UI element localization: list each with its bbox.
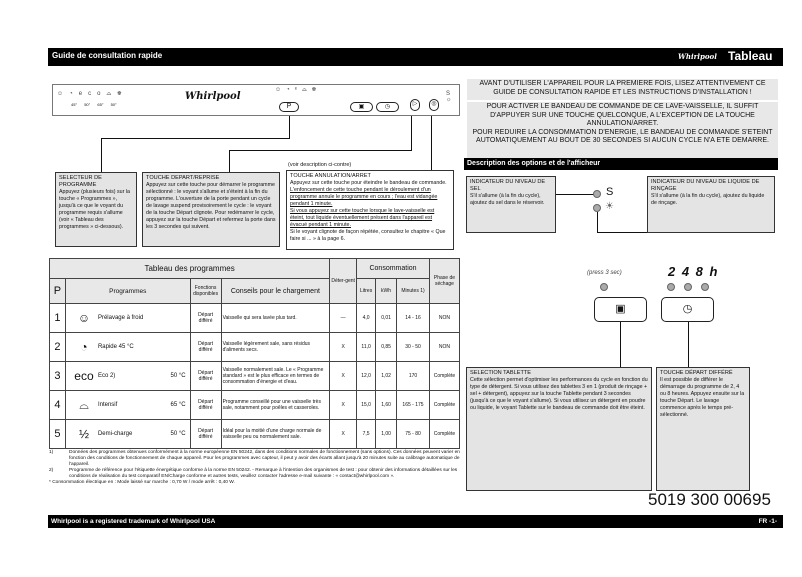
program-icon: ◔ <box>80 340 88 354</box>
page-title: Guide de consultation rapide <box>52 51 163 60</box>
control-panel-diagram <box>52 84 460 116</box>
program-icon: ☺ <box>77 311 91 325</box>
options-title-bar: Description des options et de l'afficheur <box>464 158 778 170</box>
header-litres: Litres <box>357 279 376 304</box>
header-consumption: Consommation <box>357 259 430 279</box>
footnotes <box>49 450 461 486</box>
start-box <box>142 172 280 247</box>
program-name: Prélavage à froid <box>97 315 144 321</box>
box-title: SELECTEUR DE PROGRAMME <box>59 175 102 188</box>
header-programmes: Programmes <box>65 279 190 304</box>
header-drying: Phase de séchage <box>429 259 459 304</box>
box-title: SELECTION TABLETTE <box>470 370 532 376</box>
program-number: 4 <box>50 391 66 420</box>
available-functions: Départ différé <box>190 391 221 420</box>
press-3-sec-label: (press 3 sec) <box>587 270 622 276</box>
box-text: Appuyez (plusieurs fois) sur la touche « Programmes », jusqu'à ce que le voyant du programme requis s'allume (voir « Tableau des programmes » ci-dessous). <box>59 189 130 230</box>
cancel-button[interactable]: ◎ <box>429 99 439 111</box>
program-number: 1 <box>50 304 66 333</box>
temp-label: 65° <box>97 102 104 107</box>
trademark-text: Whirlpool is a registered trademark of Whirlpool USA <box>51 518 216 525</box>
footer-bar <box>48 515 783 528</box>
available-functions: Départ différé <box>190 420 221 449</box>
loading-advice: Idéal pour la moitié d'une charge normale de vaisselle peu ou normalement sale. <box>221 420 330 449</box>
salt-indicator-box <box>466 176 556 233</box>
page-number: FR -1- <box>758 518 777 525</box>
box-title: TOUCHE DÉPART DIFFÉRÉ <box>660 370 733 376</box>
litres: 4,0 <box>357 304 376 333</box>
eco-icon: eco <box>78 91 107 97</box>
loading-advice: Programme conseillé pour une vaisselle très sale, notamment pour poêles et casseroles. <box>221 391 330 420</box>
table-row <box>50 391 460 420</box>
program-icon: eco <box>74 369 94 383</box>
minutes: 75 - 80 <box>397 420 430 449</box>
delay-hours-label: 2 4 8 h <box>668 264 718 279</box>
tablet-led <box>600 283 608 291</box>
detergent: X <box>330 362 357 391</box>
rinse-led <box>593 204 601 212</box>
litres: 12,0 <box>357 362 376 391</box>
minutes: 170 <box>397 362 430 391</box>
minutes: 165 - 175 <box>397 391 430 420</box>
box-text: S'il s'allume (à la fin du cycle), ajoutez du sel dans le réservoir. <box>470 193 545 206</box>
program-icon: ⌓ <box>79 397 89 412</box>
delay-4h-led <box>684 283 692 291</box>
header-minutes: Minutes 1) <box>397 279 430 304</box>
whirlpool-logo: Whirlpool <box>185 91 241 102</box>
minutes: 30 - 50 <box>397 333 430 362</box>
available-functions: Départ différé <box>190 304 221 333</box>
program-temp: 50 °C <box>170 431 186 437</box>
kwh: 1,02 <box>376 362 397 391</box>
section-title: Tableau <box>728 49 773 63</box>
selector-box <box>55 172 137 247</box>
box-title: TOUCHE DEPART/REPRISE <box>146 175 220 181</box>
footnote-number: 1) <box>49 450 54 455</box>
notice-text: POUR ACTIVER LE BANDEAU DE COMMANDE DE CE LAVE-VAISSELLE, IL SUFFIT D'APPUYER SUR UNE TOUCHE QUELCONQUE, A L'EXCEPTION DE LA TOUCHE ANNULATION/ARRET. <box>486 103 759 128</box>
table-row <box>50 420 460 449</box>
activation-notice <box>467 102 778 158</box>
program-name: Demi-charge <box>97 431 133 437</box>
box-title: TOUCHE ANNULATION/ARRET <box>290 173 371 179</box>
header-advice: Conseils pour le chargement <box>221 279 330 304</box>
start-button[interactable]: ▷ <box>410 99 420 111</box>
footnote-text: Données des programmes obtenues conformément à la norme européenne EN 50242, dans des conditions normales de fonctionnement (sans options). Ces données peuvent varier en fonction des conditions de fonctionnement de chaque appareil. Pour les programmes avec capteur, il peut y avoir des écarts allant jusqu'à 20 minutes suite au calibrage automatique de l'appareil. <box>69 450 460 467</box>
box-text: S'il s'allume (à la fin du cycle), ajoutez du liquide de rinçage. <box>651 193 765 206</box>
program-name: Eco 2) <box>97 373 116 379</box>
footnote-number: 2) <box>49 468 54 473</box>
program-table <box>49 258 460 449</box>
detergent: X <box>330 391 357 420</box>
delay-start-box <box>656 367 750 491</box>
loading-advice: Vaisselle légèrement sale, sans résidus d'aliments secs. <box>221 333 330 362</box>
kwh: 1,60 <box>376 391 397 420</box>
drying-phase: NON <box>429 333 459 362</box>
box-text: Si le voyant clignote de façon répétée, consultez le chapitre « Que faire si ... » à la page 6. <box>290 229 446 242</box>
loading-advice: Vaisselle qui sera lavée plus tard. <box>221 304 330 333</box>
salt-icon: S <box>606 186 614 198</box>
temp-label: 50° <box>110 102 117 107</box>
box-title: INDICATEUR DU NIVEAU DE SEL <box>470 179 546 192</box>
detergent: X <box>330 420 357 449</box>
delay-2h-led <box>667 283 675 291</box>
tablet-selection-box <box>466 367 652 491</box>
delay-button-large[interactable]: ◷ <box>661 297 714 322</box>
detergent: — <box>330 304 357 333</box>
table-row <box>50 333 460 362</box>
power-note: * Consommation électrique en : Mode laissé sur marche : 0,70 W / mode arrêt : 0,40 W. <box>49 480 235 485</box>
salt-led <box>593 190 601 198</box>
temp-label: 45° <box>71 102 78 107</box>
delay-button[interactable]: ◷ <box>376 102 399 112</box>
drying-phase: Complète <box>429 362 459 391</box>
rinse-indicator-box <box>647 176 775 233</box>
kwh: 0,01 <box>376 304 397 333</box>
drying-phase: NON <box>429 304 459 333</box>
box-text: L'enfoncement de cette touche pendant le déroulement d'un programme annule le programme en cours ; l'eau est vidangée pendant 1 minute. <box>290 187 438 207</box>
program-number: 2 <box>50 333 66 362</box>
detergent: X <box>330 333 357 362</box>
footnote-text: Programme de référence pour l'étiquette énergétique conforme à la norme EN 50242. - Remarque à l'intention des organismes de test : pour obtenir des informations détaillées sur les conditions de réalisation du test comparatif EN/Charge conforme et autres tests, veuillez contacter l'adresse e-mail suivante : « contact@whirlpool.com ». <box>69 468 458 479</box>
brand-logo: Whirlpool <box>678 52 717 61</box>
program-icons: ☺◔eco⌓☸ <box>57 91 128 97</box>
kwh: 1,00 <box>376 420 397 449</box>
table-row <box>50 362 460 391</box>
see-description-note: (voir description ci-contre) <box>288 162 352 168</box>
box-text: Il est possible de différer le démarrage du programme de 2, 4 ou 8 heures. Appuyez ensuite sur la touche Départ. Le lavage commence après le temps pré-sélectionné. <box>660 377 745 418</box>
program-name: Intensif <box>97 402 118 408</box>
temperature-labels <box>71 102 117 107</box>
tablet-button[interactable]: ▣ <box>350 102 373 112</box>
box-text: Appuyez sur cette touche pour démarrer le programme sélectionné : le voyant s'allume et s'éteint à la fin du programme. L'ouverture de la porte pendant un cycle de lavage suspend provisoirement le cycle : le voyant de la touche Départ clignote. Pour redémarrer le cycle, appuyez sur la touche Départ et refermez la porte dans les 3 secondes qui suivent. <box>146 182 276 230</box>
header-functions: Fonctions disponibles <box>190 279 221 304</box>
header-detergent: Déter-gent <box>330 259 357 304</box>
header-kwh: kWh <box>376 279 397 304</box>
first-use-notice: AVANT D'UTILISER L'APPAREIL POUR LA PREMIERE FOIS, LISEZ ATTENTIVEMENT CE GUIDE DE CONSULTATION RAPIDE ET LES INSTRUCTIONS D'INSTALLATION ! <box>467 79 778 100</box>
program-temp: 65 °C <box>170 402 186 408</box>
drying-phase: Complète <box>429 420 459 449</box>
press-label: press 3 sec <box>589 270 620 276</box>
box-text: Appuyez sur cette touche pour éteindre le bandeau de commande. <box>290 180 447 186</box>
minutes: 14 - 16 <box>397 304 430 333</box>
loading-advice: Vaisselle normalement sale. Le « Programme standard » est le plus efficace en termes de consommation d'énergie et d'eau. <box>221 362 330 391</box>
litres: 7,5 <box>357 420 376 449</box>
program-temp: 50 °C <box>170 373 186 379</box>
box-title: INDICATEUR DU NIVEAU DE LIQUIDE DE RINÇAGE <box>651 179 760 192</box>
available-functions: Départ différé <box>190 362 221 391</box>
program-number: 3 <box>50 362 66 391</box>
table-row <box>50 304 460 333</box>
product-code: 5019 300 00695 <box>648 490 771 509</box>
litres: 11,0 <box>357 333 376 362</box>
available-functions: Départ différé <box>190 333 221 362</box>
drying-phase: Complète <box>429 391 459 420</box>
program-number: 5 <box>50 420 66 449</box>
cancel-box <box>286 170 454 250</box>
delay-8h-led <box>701 283 709 291</box>
tablet-button-large[interactable]: ▣ <box>594 297 647 322</box>
litres: 15,0 <box>357 391 376 420</box>
program-icon: ½ <box>78 427 89 441</box>
notice-text: POUR REDUIRE LA CONSOMMATION D'ENERGIE, LE BANDEAU DE COMMANDE S'ETEINT AUTOMATIQUEMENT AU BOUT DE 30 SECONDES SI AUCUN CYCLE N'A ETE DEMARRE. <box>472 128 773 145</box>
kwh: 0,85 <box>376 333 397 362</box>
box-text: Si vous appuyez sur cette touche lorsque le lave-vaisselle est éteint, tout liquide éventuellement présent dans l'appareil est évacué pendant 1 minute. <box>290 208 435 228</box>
table-title: Tableau des programmes <box>50 259 330 279</box>
salt-rinse-icons: S ☼ <box>446 91 452 103</box>
header-bar <box>48 48 783 66</box>
rinse-aid-icon: ☀ <box>605 201 614 212</box>
program-leds: ☺◔ᵉ⌓☸ <box>275 87 322 93</box>
header-p: P <box>50 279 66 304</box>
program-button[interactable]: P <box>279 102 299 112</box>
temp-label: 50° <box>84 102 91 107</box>
box-text: Cette sélection permet d'optimiser les performances du cycle en fonction du type de détergent. Si vous utilisez des tablettes 3 en 1 (produit de rinçage + sel + détergent), appuyez sur la touche Tablette pendant 3 secondes (jusqu'à ce que le voyant s'allume). Si vous utilisez un détergent en poudre ou liquide, le voyant Tablette sur le bandeau de commande doit être éteint. <box>470 377 648 411</box>
program-name: Rapide 45 °C <box>97 344 134 350</box>
